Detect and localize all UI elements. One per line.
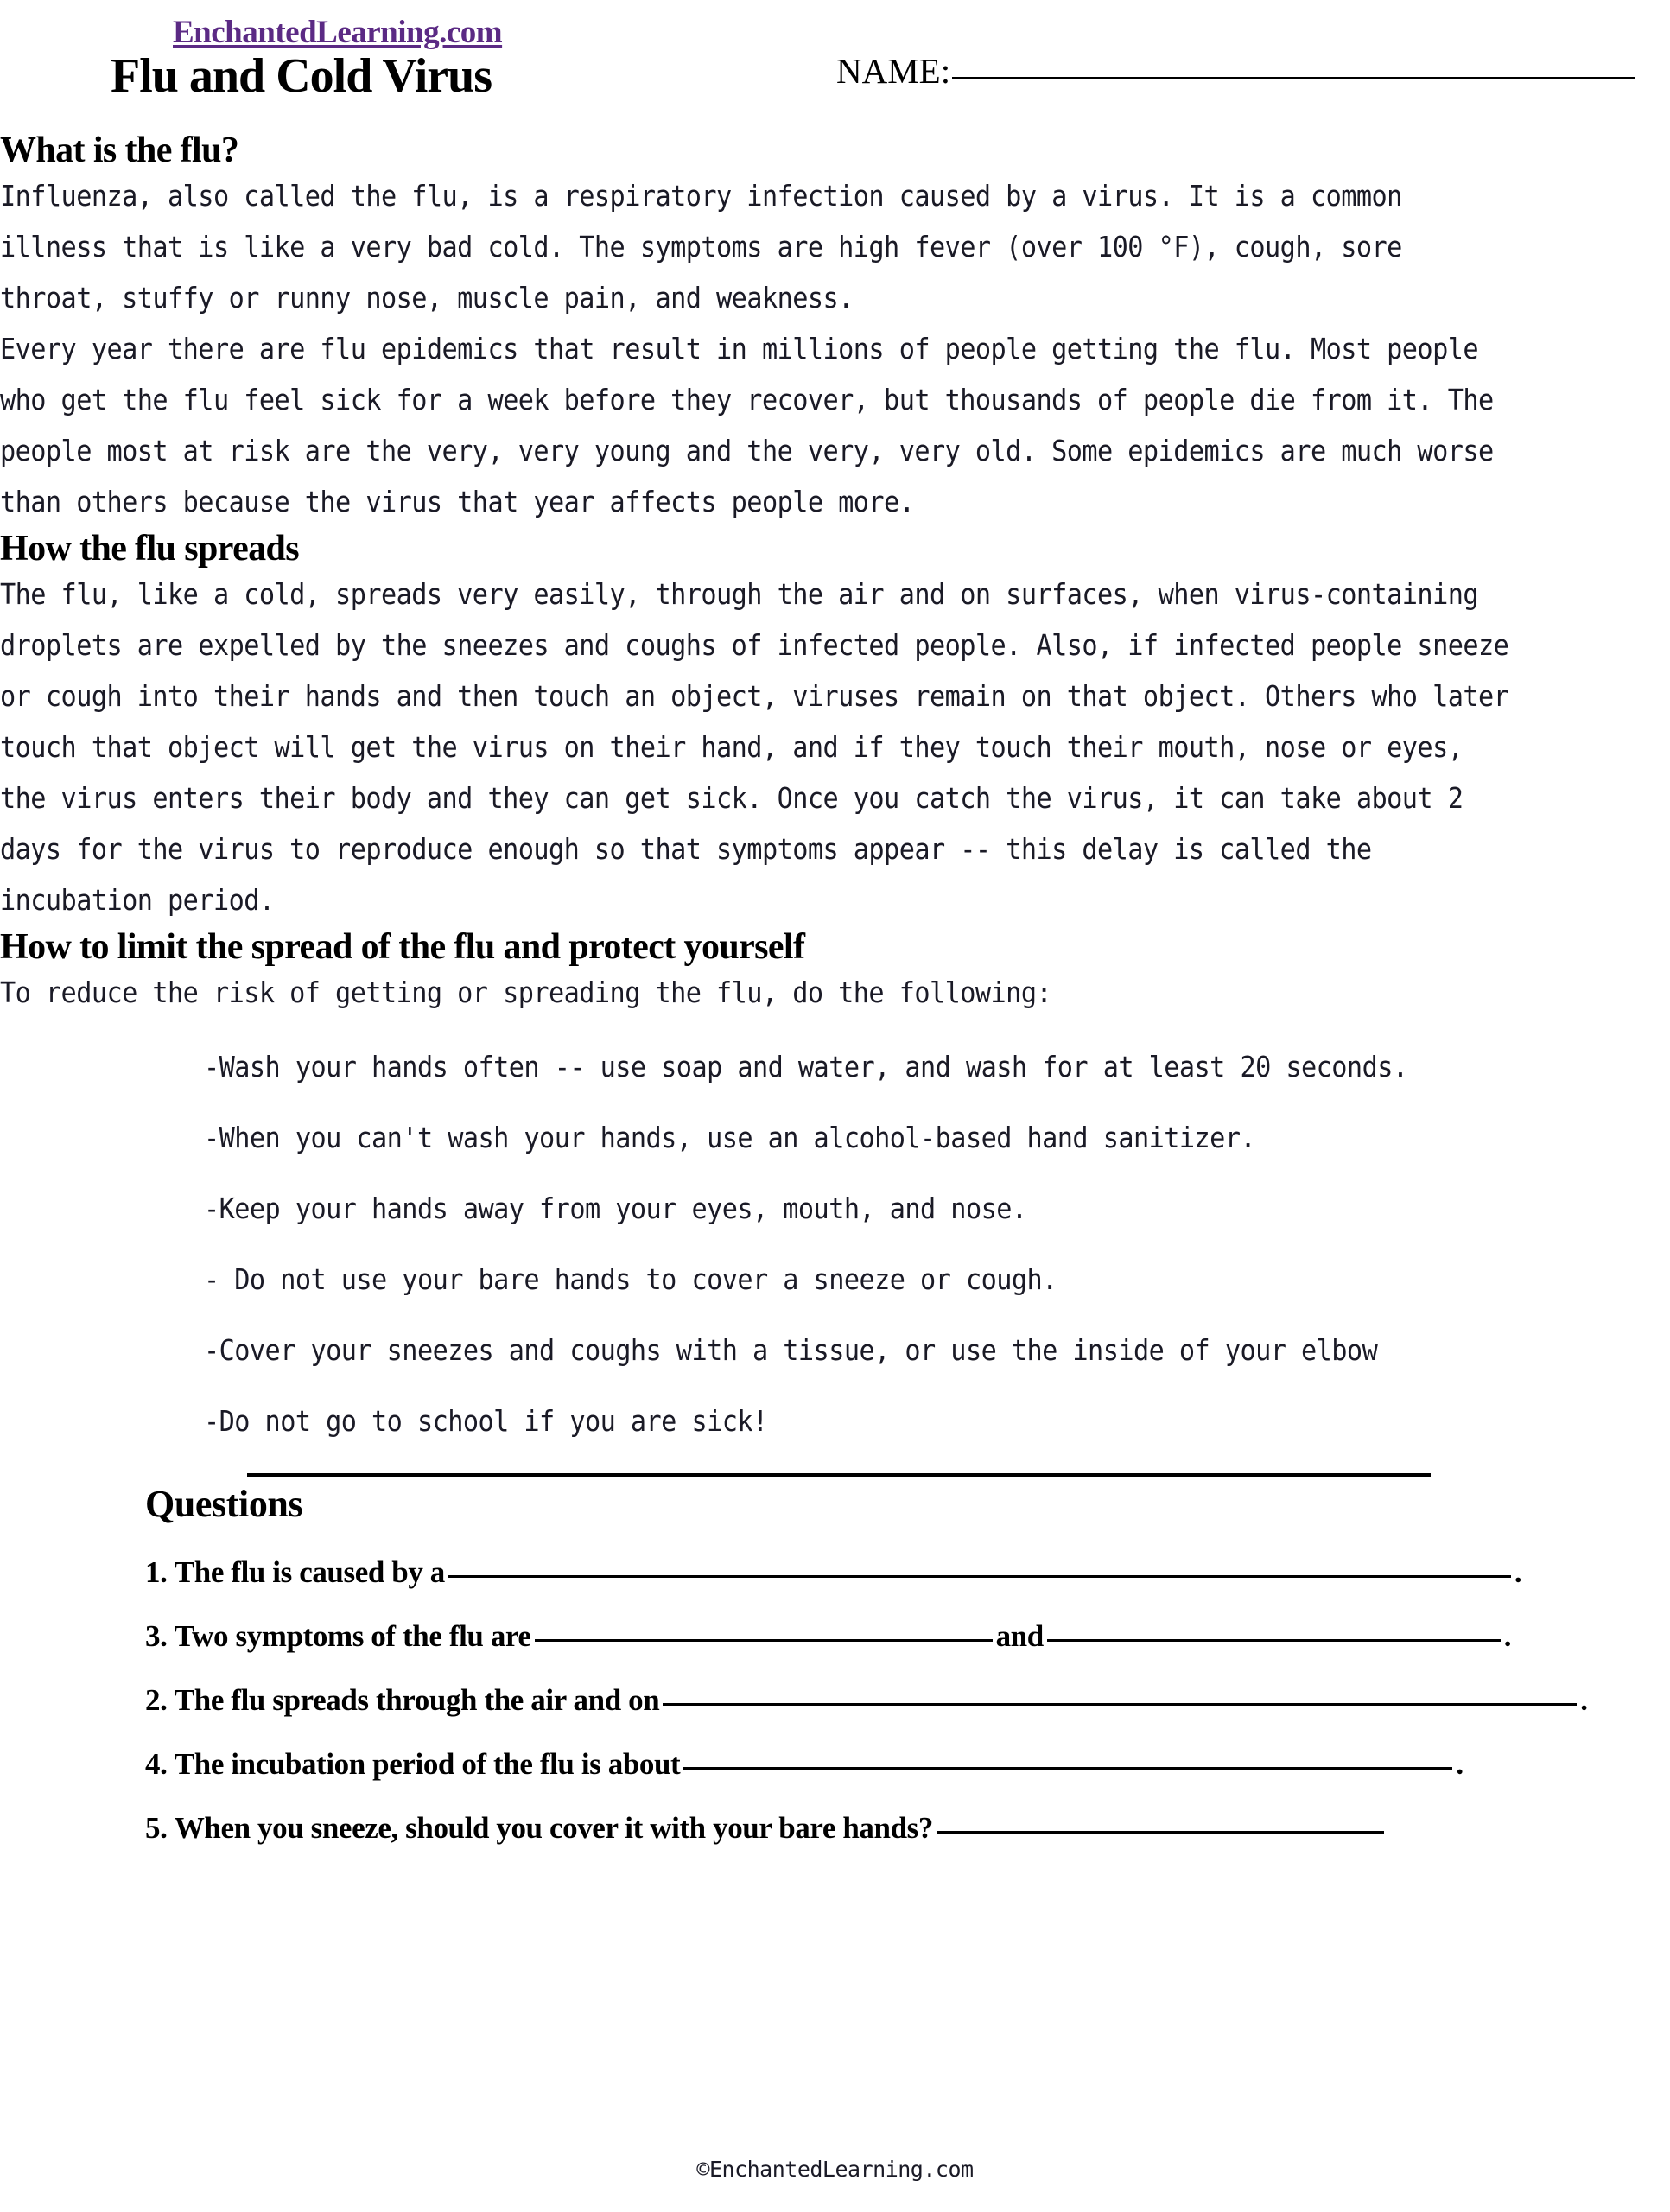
name-field-row	[836, 50, 1635, 92]
question-number: 5.	[145, 1811, 168, 1845]
section-heading-what-is-the-flu: What is the flu?	[0, 130, 239, 170]
paragraph-prevention-intro: To reduce the risk of getting or spreading the flu, do the following:	[0, 976, 1052, 1009]
prevention-tips-list	[0, 1045, 1670, 1444]
question-text: Two symptoms of the flu are	[174, 1619, 531, 1653]
list-item: -When you can't wash your hands, use an alcohol-based hand sanitizer.	[204, 1122, 1256, 1154]
question-trailing-punctuation: .	[1514, 1555, 1522, 1589]
paragraph-flu-transmission: The flu, like a cold, spreads very easily, through the air and on surfaces, when virus-containing droplets are expelled by the sneezes and coughs of infected people. Also, if infected people sneeze or cough into their hands and then touch an object, viruses remain on that object. Others who later touch that object will get the virus on their hand, and if they touch their mouth, nose or eyes, the virus enters their body and they can get sick. Once you catch the virus, it can take about 2 days for the virus to reproduce enough so that symptoms appear -- this delay is called the incubation period.	[0, 578, 1509, 917]
page-title: Flu and Cold Virus	[111, 49, 492, 103]
question-row-4	[145, 1747, 1670, 1782]
name-write-in-line[interactable]	[952, 76, 1635, 79]
answer-blank-secondary[interactable]	[1047, 1638, 1501, 1642]
paragraph-flu-definition: Influenza, also called the flu, is a respiratory infection caused by a virus. It is a common illness that is like a very bad cold. The symptoms are high fever (over 100 °F), cough, sore throat, stuffy or runny nose, muscle pain, and weakness.	[0, 180, 1402, 315]
answer-blank[interactable]	[663, 1702, 1577, 1706]
question-row-5	[145, 1811, 1670, 1846]
question-trailing-punctuation: .	[1456, 1747, 1464, 1781]
question-row-3	[145, 1619, 1670, 1654]
answer-blank[interactable]	[683, 1766, 1452, 1770]
question-text: The flu spreads through the air and on	[174, 1683, 660, 1717]
list-item: -Cover your sneezes and coughs with a tissue, or use the inside of your elbow	[204, 1334, 1378, 1367]
question-row-2	[145, 1683, 1670, 1718]
worksheet-header	[0, 0, 1670, 121]
question-row-1	[145, 1555, 1670, 1590]
question-text: The incubation period of the flu is about	[174, 1747, 681, 1781]
questions-heading: Questions	[145, 1483, 303, 1525]
answer-blank[interactable]	[448, 1574, 1511, 1578]
question-number: 1.	[145, 1555, 168, 1589]
question-number: 2.	[145, 1683, 168, 1717]
copyright-credit: ©EnchantedLearning.com	[696, 2157, 974, 2182]
question-number: 4.	[145, 1747, 168, 1781]
list-item: -Wash your hands often -- use soap and water, and wash for at least 20 seconds.	[204, 1051, 1408, 1084]
question-text: The flu is caused by a	[174, 1555, 445, 1589]
question-number: 3.	[145, 1619, 168, 1653]
question-conjunction: and	[995, 1619, 1044, 1653]
enchantedlearning-brand-link[interactable]: EnchantedLearning.com	[173, 15, 503, 50]
list-item: -Keep your hands away from your eyes, mouth, and nose.	[204, 1192, 1027, 1225]
worksheet-body	[0, 130, 1670, 1846]
question-text: When you sneeze, should you cover it with your bare hands?	[174, 1811, 933, 1845]
name-label: NAME:	[836, 51, 951, 91]
question-trailing-punctuation: .	[1503, 1619, 1512, 1653]
section-heading-how-the-flu-spreads: How the flu spreads	[0, 529, 300, 569]
answer-blank[interactable]	[937, 1830, 1384, 1834]
section-divider	[247, 1473, 1431, 1477]
question-trailing-punctuation: .	[1580, 1683, 1588, 1717]
answer-blank[interactable]	[535, 1638, 993, 1642]
list-item: -Do not go to school if you are sick!	[204, 1405, 768, 1438]
section-heading-how-to-limit-spread: How to limit the spread of the flu and protect yourself	[0, 927, 805, 967]
paragraph-flu-epidemics: Every year there are flu epidemics that result in millions of people getting the flu. Most people who get the flu feel sick for a week before they recover, but thousands of people die from it. The people most at risk are the very, very young and the very, very old. Some epidemics are much worse than others because the virus that year affects people more.	[0, 333, 1494, 518]
list-item: - Do not use your bare hands to cover a sneeze or cough.	[204, 1263, 1057, 1296]
